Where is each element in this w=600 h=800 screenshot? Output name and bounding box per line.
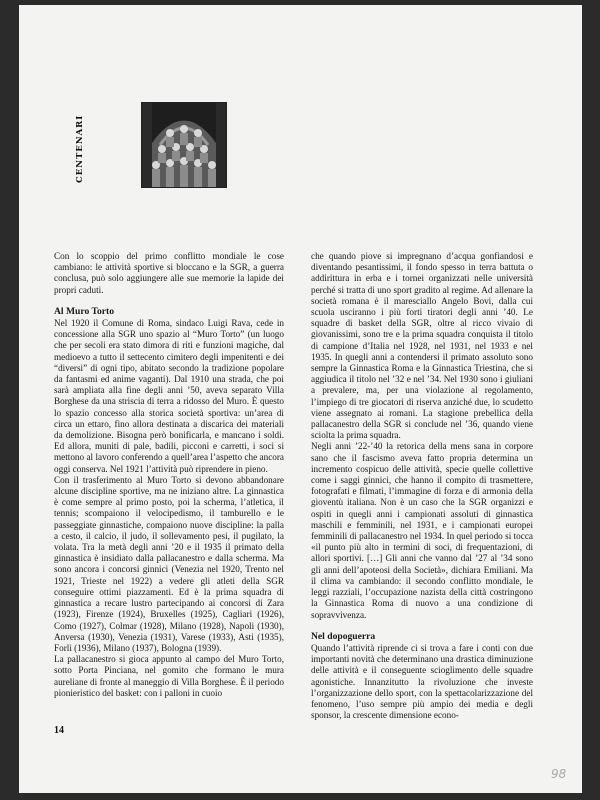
- paragraph: che quando piove si impregnano d’acqua gonfiandosi e diventando pesantissimi, il fondo spesso in terra battuta o addirittura in erba e i tornei organizzati nelle università perché si tratta di uno sport gradito al regime. Ad allenare la società romana è il maresciallo Angelo Bovi, dalla cui scuola usciranno i più forti tiratori degli anni ’40. Le squadre di basket della SGR, oltre al ricco vivaio di giovanissimi, sono tre e la prima squadra conquista il titolo di campione d’Italia nel 1928, nel 1931, nel 1933 e nel 1935. In quegli anni a contendersi il primato assoluto sono sempre la Ginnastica Roma e la Ginnastica Triestina, che si aggiudica il titolo nel ’32 e nel ’34. Nel 1930 sono i giuliani a prevalere, ma, per una violazione al regolamento, l’impiego di tre giocatori di riserva anziché due, lo scudetto viene assegnato ai romani. La stagione prebellica della pallacanestro della SGR si conclude nel ’36, quando viene sciolta la prima squadra.: [311, 251, 533, 441]
- historic-photo: [141, 102, 227, 188]
- photo-illustration: [142, 103, 226, 187]
- paragraph: Negli anni ’22-’40 la retorica della mens sana in corpore sano che il fascismo aveva fatto propria determina un incremento cospicuo delle attività, specie quelle collettive come i saggi ginnici, che hanno il compito di trasmettere, fotografati e filmati, l’immagine di forza e di armonia della gioventù italiana. Non è un caso che la SGR organizzi e ospiti in quegli anni i campionati assoluti di ginnastica maschili e femminili, nel 1931, e i campionati europei femminili di pallacanestro nel 1934. In quel periodo si tocca «il punto più alto in termini di soci, di frequentazioni, di allori sportivi. […] Gli anni che vanno dal ’27 al ’34 sono gli anni dell’apoteosi della Società», dichiara Emiliani. Ma il clima va cambiando: il secondo conflitto mondiale, le leggi razziali, l’occupazione nazista della città costringono la Ginnastica Roma di nuovo a una condizione di sopravvivenza.: [311, 441, 533, 620]
- right-column: [311, 251, 533, 721]
- section-label-text: CENTENARI: [75, 114, 85, 183]
- pencil-annotation: 98: [551, 767, 567, 781]
- section-label: [73, 114, 87, 185]
- paragraph: Con il trasferimento al Muro Torto si devono abbandonare alcune discipline sportive, ma ne iniziano altre. La ginnastica è come sempre al primo posto, poi la scherma, l’atletica, il tennis; scompaiono il velocipedismo, il tamburello e le passeggiate ginnastiche, compaiono nuove discipline: la palla a cesto, il calcio, il judo, il sollevamento pesi, il pugilato, la volata. Tra la metà degli anni ’20 e il 1935 il primato della ginnastica è insidiato dalla pallacanestro e dalla scherma. Ma sono ancora i concorsi ginnici (Venezia nel 1920, Trento nel 1921, Trieste nel 1922) a vedere gli atleti della SGR conseguire ottimi piazzamenti. Ed è la prima squadra di ginnastica a recare lustro partecipando ai concorsi di Zara (1923), Firenze (1924), Bruxelles (1925), Cagliari (1926), Como (1927), Colmar (1928), Milano (1928), Napoli (1930), Anversa (1930), Venezia (1931), Varese (1933), Asti (1935), Forlì (1936), Milano (1937), Bologna (1939).: [54, 474, 284, 653]
- document-page: [19, 5, 582, 793]
- paragraph: La pallacanestro si gioca appunto al campo del Muro Torto, sotto Porta Pinciana, nel gomito che formano le mura aureliane di fronte al maneggio di Villa Borghese. È il periodo pionieristico del basket: con i palloni in cuoio: [54, 654, 284, 698]
- intro-paragraph: Con lo scoppio del primo conflitto mondiale le cose cambiano: le attività sportive si bloccano e la SGR, a guerra conclusa, può solo aggiungere alle sue memorie la lapide dei propri caduti.: [54, 251, 284, 295]
- paragraph: Quando l’attività riprende ci si trova a fare i conti con due importanti novità che determinano una drastica diminuzione delle attività e il conseguente scioglimento delle squadre agonistiche. Innanzitutto la rivoluzione che investe l’organizzazione dello sport, con la spettacolarizzazione del fenomeno, l’uso sempre più ampio dei media e degli sponsor, la crescente dimensione econo-: [311, 642, 533, 721]
- left-column: [54, 251, 284, 699]
- page-number: 14: [54, 725, 64, 736]
- paragraph: Nel 1920 il Comune di Roma, sindaco Luigi Rava, cede in concessione alla SGR uno spazio al “Muro Torto” (un luogo che per secoli era stato dimora di riti e funzioni magiche, dal medioevo a tutto il settecento cimitero degli impenitenti e dei “diversi” di ogni tipo, abitato secondo la tradizione popolare da fantasmi ed anime vaganti). Dal 1910 una strada, che poi sarà ampliata alla fine degli anni ’50, aveva separato Villa Borghese da una striscia di terra a ridosso del Muro. È questo lo spazio concesso alla storica società sportiva: un’area di circa un ettaro, fino allora destinata a discarica dei materiali da demolizione. Bisogna però bonificarla, e mancano i soldi. Ed allora, muniti di pale, badili, picconi e carretti, i soci si mettono al lavoro conferendo a quell’area l’aspetto che ancora oggi conserva. Nel 1921 l’attività può riprendere in pieno.: [54, 318, 284, 474]
- section-heading-muro-torto: Al Muro Torto: [54, 305, 115, 317]
- section-heading-dopoguerra: Nel dopoguerra: [311, 630, 376, 642]
